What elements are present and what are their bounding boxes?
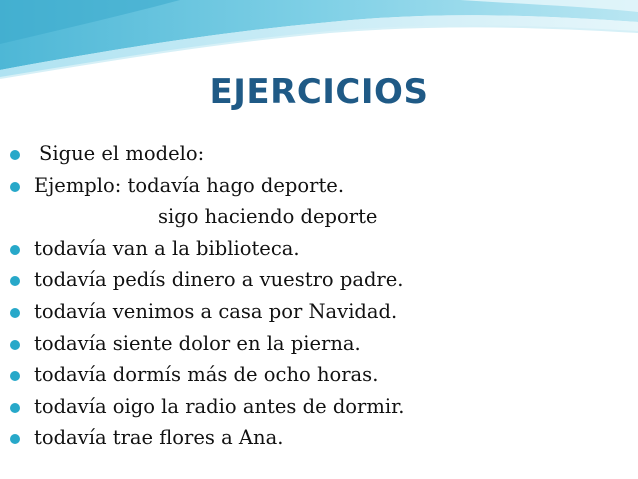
exercise-list (8, 138, 628, 454)
list-item-text: todavía van a la biblioteca. (34, 236, 300, 260)
list-item (8, 233, 628, 265)
list-item-text: sigo haciendo deporte (158, 205, 378, 229)
list-item (8, 296, 628, 328)
list-item-text: todavía venimos a casa por Navidad. (34, 299, 398, 323)
bullet-icon (10, 276, 20, 286)
bullet-icon (10, 371, 20, 381)
bullet-icon (10, 403, 20, 413)
list-item-text: todavía siente dolor en la pierna. (34, 331, 361, 355)
bullet-icon (10, 434, 20, 444)
list-item-text: Sigue el modelo: (39, 142, 205, 165)
list-item (8, 170, 628, 202)
list-item (8, 264, 628, 296)
list-item (8, 391, 628, 423)
list-item-text: todavía oigo la radio antes de dormir. (34, 394, 405, 418)
list-item-text: todavía trae flores a Ana. (34, 426, 284, 450)
list-item (8, 422, 628, 454)
slide-title: EJERCICIOS (209, 72, 429, 112)
bullet-icon (10, 150, 20, 160)
list-item-text: Ejemplo: todavía hago deporte. (34, 173, 345, 197)
list-item (8, 328, 628, 360)
list-item (8, 138, 628, 170)
list-item-continuation (8, 201, 628, 233)
bullet-icon (10, 308, 20, 318)
list-item-text: todavía pedís dinero a vuestro padre. (34, 268, 404, 292)
list-item (8, 359, 628, 391)
bullet-icon (10, 182, 20, 192)
bullet-icon (10, 340, 20, 350)
list-item-text: todavía dormís más de ocho horas. (34, 363, 379, 387)
header-wave-decoration (0, 0, 638, 80)
bullet-icon (10, 245, 20, 255)
